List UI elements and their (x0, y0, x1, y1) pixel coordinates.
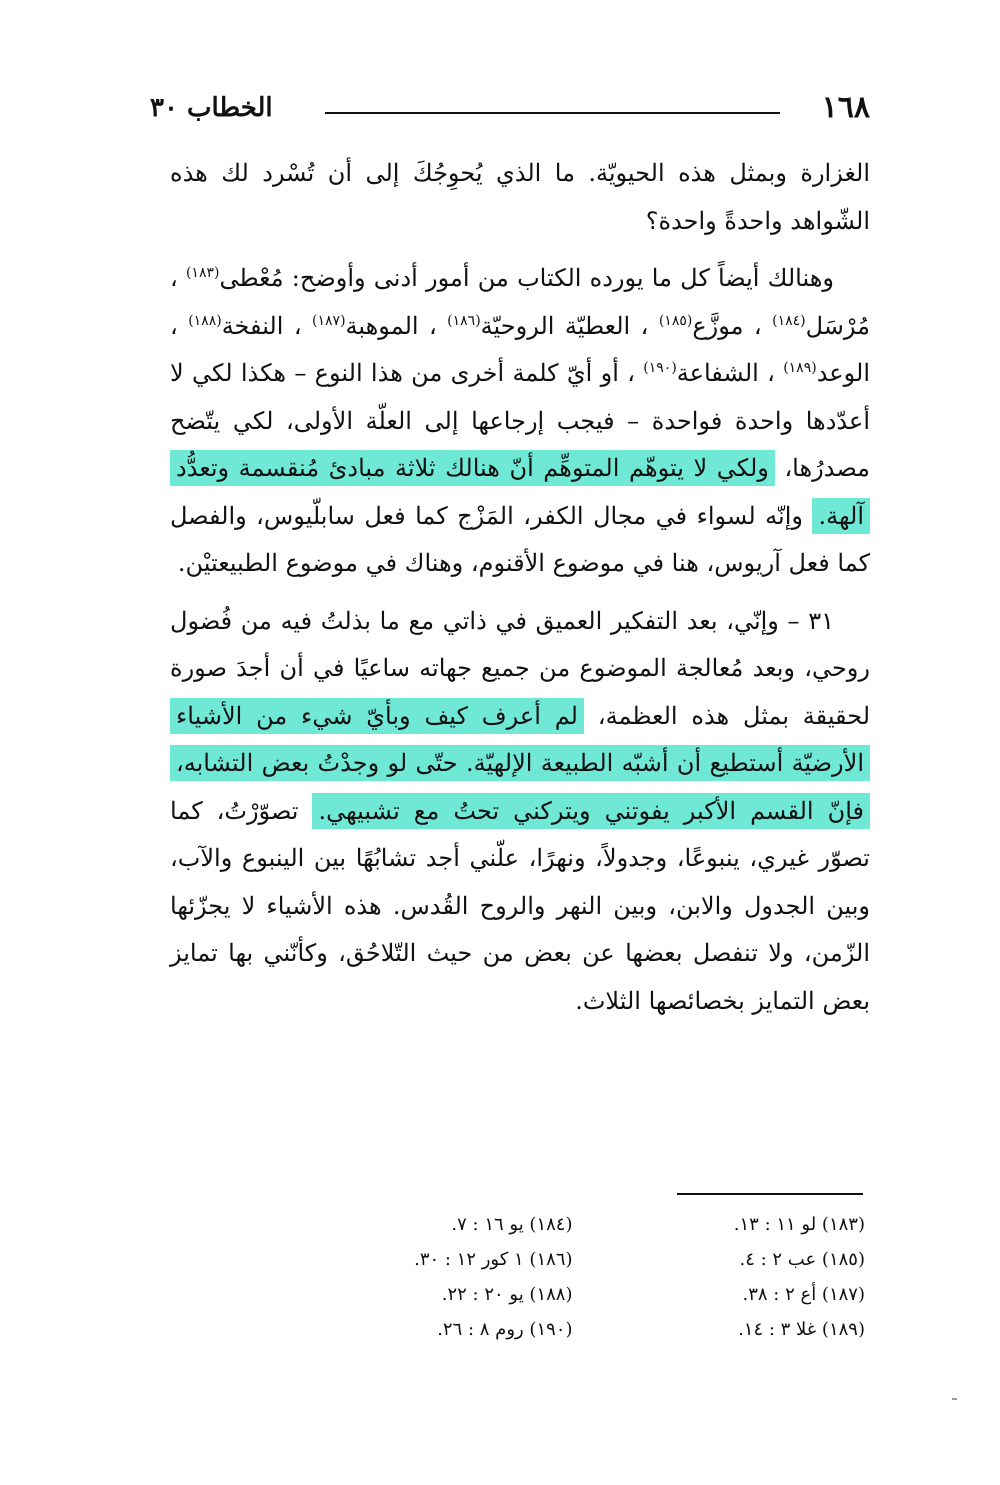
footnote-ref-188[interactable]: (١٨٨) (188, 312, 222, 329)
p2-text-4: ، العطيّة الروحيّة (480, 311, 649, 340)
page-number: ١٦٨ (821, 90, 870, 125)
footnote-187: (١٨٧) أع ٢ : ٣٨. (742, 1284, 865, 1305)
footnote-ref-185[interactable]: (١٨٥) (658, 312, 693, 329)
footnote-ref-187[interactable]: (١٨٧) (312, 312, 346, 329)
scan-speck (952, 1398, 957, 1400)
p2-text-9: ، أو أيّ كلمة أخرى من هذا النوع – هكذا لكي لا أعدّدها واحدة فواحدة – فيجب إرجاعها إلى العلّة الأولى، لكي يتّضح مصدرُها، (170, 359, 871, 482)
header-rule (325, 112, 780, 114)
p3-text-2: تصوّرْتُ، كما تصوّر غيري، ينبوعًا، وجدولاً، ونهرًا، علّني أجد تشابُهًا بين الينبوع والآب، وبين الجدول والابن، وبين النهر والروح القُدس. هذه الأشياء لا يجزّئها الزّمن، ولا تنفصل بعضها عن بعض من حيث التّلاحُق، وكأنّني بها تمايز بعض التمايز بخصائصها الثلاث. (170, 796, 870, 1015)
paragraph-3 (170, 598, 870, 1026)
p2-text-1: وهنالك أيضاً كل ما يورده الكتاب من أمور أدنى وأوضح: مُعْطى (219, 264, 834, 292)
p2-text-3: ، موزَّع (692, 311, 762, 340)
p2-text-8: ، الشفاعة (676, 359, 775, 387)
p2-text-10: وإنّه لسواء في مجال الكفر، المَزْج كما فعل سابلّيوس، والفصل كما فعل آريوس، هنا في موضوع الأقنوم، وهناك في موضوع الطبيعتيْن. (170, 501, 870, 577)
paragraph-1: الغزارة وبمثل هذه الحيويّة. ما الذي يُحوِجُكَ إلى أن تُسْرد لك هذه الشّواهد واحدةً واحدة؟ (170, 159, 870, 235)
footnote-185: (١٨٥) عب ٢ : ٤. (739, 1249, 865, 1270)
footnote-ref-184[interactable]: (١٨٤) (772, 312, 806, 329)
footnote-ref-183[interactable]: (١٨٣) (185, 265, 220, 281)
highlighted-passage-2: لم أعرف كيف وبأيّ شيء من الأشياء الأرضيّة أستطيع أن أشبّه الطبيعة الإلهيّة. حتّى لو وجدْتُ بعض التشابه، فإنّ القسم الأكبر يفوتني ويتركني تحتُ مع تشبيهي. (170, 698, 870, 829)
footnote-ref-189[interactable]: (١٨٩) (783, 360, 817, 376)
footnote-188: (١٨٨) يو ٢٠ : ٢٢. (441, 1284, 573, 1305)
body-text (170, 150, 870, 1025)
footnote-ref-190[interactable]: (١٩٠) (643, 360, 677, 376)
p2-text-5: ، الموهبة (345, 311, 437, 340)
p2-text-2: ، مُرْسَل (170, 264, 870, 340)
p2-text-6: ، النفخة (221, 311, 302, 340)
p2-text-7: ، الوعد (170, 311, 870, 387)
paragraph-2 (170, 255, 870, 588)
footnotes (300, 1208, 865, 1346)
footnote-190: (١٩٠) روم ٨ : ٢٦. (437, 1319, 573, 1340)
footnote-184: (١٨٤) يو ١٦ : ٧. (451, 1214, 573, 1235)
p3-text-1: ٣١ – وإنّي، بعد التفكير العميق في ذاتي مع ما بذلتُ فيه من فُضول روحي، وبعد مُعالجة الموضوع من جميع جهاته ساعيًا في أن أجدَ صورة لحقيقة بمثل هذه العظمة، (170, 606, 871, 730)
highlighted-passage-1: ولكي لا يتوهّم المتوهِّم أنّ هنالك ثلاثة مبادئ مُنقسمة وتعدُّد آلهة. (170, 450, 870, 534)
footnote-rule (677, 1193, 863, 1195)
page-header (150, 88, 870, 128)
footnote-186: (١٨٦) ١ كور ١٢ : ٣٠. (414, 1249, 573, 1270)
footnote-183: (١٨٣) لو ١١ : ١٣. (733, 1214, 865, 1235)
footnote-189: (١٨٩) غلا ٣ : ١٤. (738, 1319, 865, 1340)
running-title: الخطاب ٣٠ (150, 93, 273, 123)
footnote-ref-186[interactable]: (١٨٦) (447, 312, 481, 329)
